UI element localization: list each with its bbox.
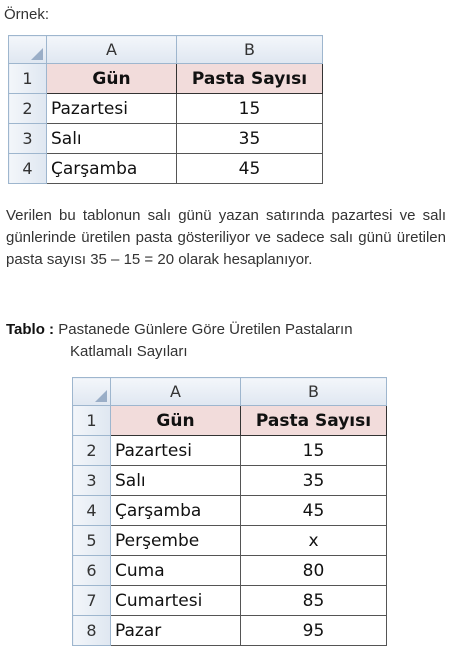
count-cell[interactable]: 15 bbox=[241, 436, 387, 466]
count-cell[interactable]: 45 bbox=[177, 154, 323, 184]
day-cell[interactable]: Çarşamba bbox=[111, 496, 241, 526]
column-header-row bbox=[73, 378, 387, 406]
count-cell[interactable]: 95 bbox=[241, 616, 387, 646]
row-number[interactable]: 8 bbox=[73, 616, 111, 646]
table-row bbox=[9, 154, 323, 184]
count-cell[interactable]: 35 bbox=[241, 466, 387, 496]
row-number[interactable]: 2 bbox=[9, 94, 47, 124]
column-header-a[interactable]: A bbox=[47, 36, 177, 64]
count-cell[interactable]: 80 bbox=[241, 556, 387, 586]
table-row bbox=[9, 94, 323, 124]
count-cell[interactable]: 85 bbox=[241, 586, 387, 616]
count-cell[interactable]: 15 bbox=[177, 94, 323, 124]
pastry-spreadsheet bbox=[72, 377, 387, 646]
column-header-row bbox=[9, 36, 323, 64]
table-row bbox=[73, 616, 387, 646]
table-row bbox=[73, 556, 387, 586]
caption-line1: Pastanede Günlere Göre Üretilen Pastaların bbox=[58, 321, 353, 338]
table-caption bbox=[6, 319, 353, 341]
table-row bbox=[73, 586, 387, 616]
column-header-b[interactable]: B bbox=[177, 36, 323, 64]
explanation-paragraph: Verilen bu tablonun salı günü yazan satırında pazartesi ve salı günlerinde üretilen pasta gösteriliyor ve sadece salı günü üretilen pasta sayısı 35 – 15 = 20 olarak hesaplanıyor. bbox=[6, 207, 446, 268]
caption-prefix: Tablo : bbox=[6, 321, 55, 338]
column-header-a[interactable]: A bbox=[111, 378, 241, 406]
example-label: Örnek: bbox=[4, 6, 50, 23]
day-cell[interactable]: Pazartesi bbox=[47, 94, 177, 124]
row-number[interactable]: 3 bbox=[9, 124, 47, 154]
table-row bbox=[73, 526, 387, 556]
row-number[interactable]: 1 bbox=[9, 64, 47, 94]
table-row bbox=[73, 496, 387, 526]
caption-line2: Katlamalı Sayıları bbox=[70, 343, 188, 360]
day-cell[interactable]: Salı bbox=[111, 466, 241, 496]
day-cell[interactable]: Çarşamba bbox=[47, 154, 177, 184]
count-cell[interactable]: x bbox=[241, 526, 387, 556]
row-number[interactable]: 2 bbox=[73, 436, 111, 466]
row-number[interactable]: 3 bbox=[73, 466, 111, 496]
row-number[interactable]: 1 bbox=[73, 406, 111, 436]
row-number[interactable]: 4 bbox=[9, 154, 47, 184]
header-cell-day[interactable]: Gün bbox=[111, 406, 241, 436]
day-cell[interactable]: Pazar bbox=[111, 616, 241, 646]
example-spreadsheet bbox=[8, 35, 323, 184]
table-row bbox=[73, 436, 387, 466]
day-cell[interactable]: Salı bbox=[47, 124, 177, 154]
day-cell[interactable]: Perşembe bbox=[111, 526, 241, 556]
row-number[interactable]: 5 bbox=[73, 526, 111, 556]
row-number[interactable]: 4 bbox=[73, 496, 111, 526]
row-number[interactable]: 6 bbox=[73, 556, 111, 586]
day-cell[interactable]: Cuma bbox=[111, 556, 241, 586]
column-header-b[interactable]: B bbox=[241, 378, 387, 406]
header-cell-count[interactable]: Pasta Sayısı bbox=[177, 64, 323, 94]
select-all-corner[interactable] bbox=[9, 36, 47, 64]
header-cell-count[interactable]: Pasta Sayısı bbox=[241, 406, 387, 436]
header-cell-day[interactable]: Gün bbox=[47, 64, 177, 94]
row-number[interactable]: 7 bbox=[73, 586, 111, 616]
table-row bbox=[9, 124, 323, 154]
day-cell[interactable]: Cumartesi bbox=[111, 586, 241, 616]
select-all-corner[interactable] bbox=[73, 378, 111, 406]
table-row bbox=[9, 64, 323, 94]
count-cell[interactable]: 45 bbox=[241, 496, 387, 526]
day-cell[interactable]: Pazartesi bbox=[111, 436, 241, 466]
count-cell[interactable]: 35 bbox=[177, 124, 323, 154]
table-row bbox=[73, 466, 387, 496]
table-row bbox=[73, 406, 387, 436]
